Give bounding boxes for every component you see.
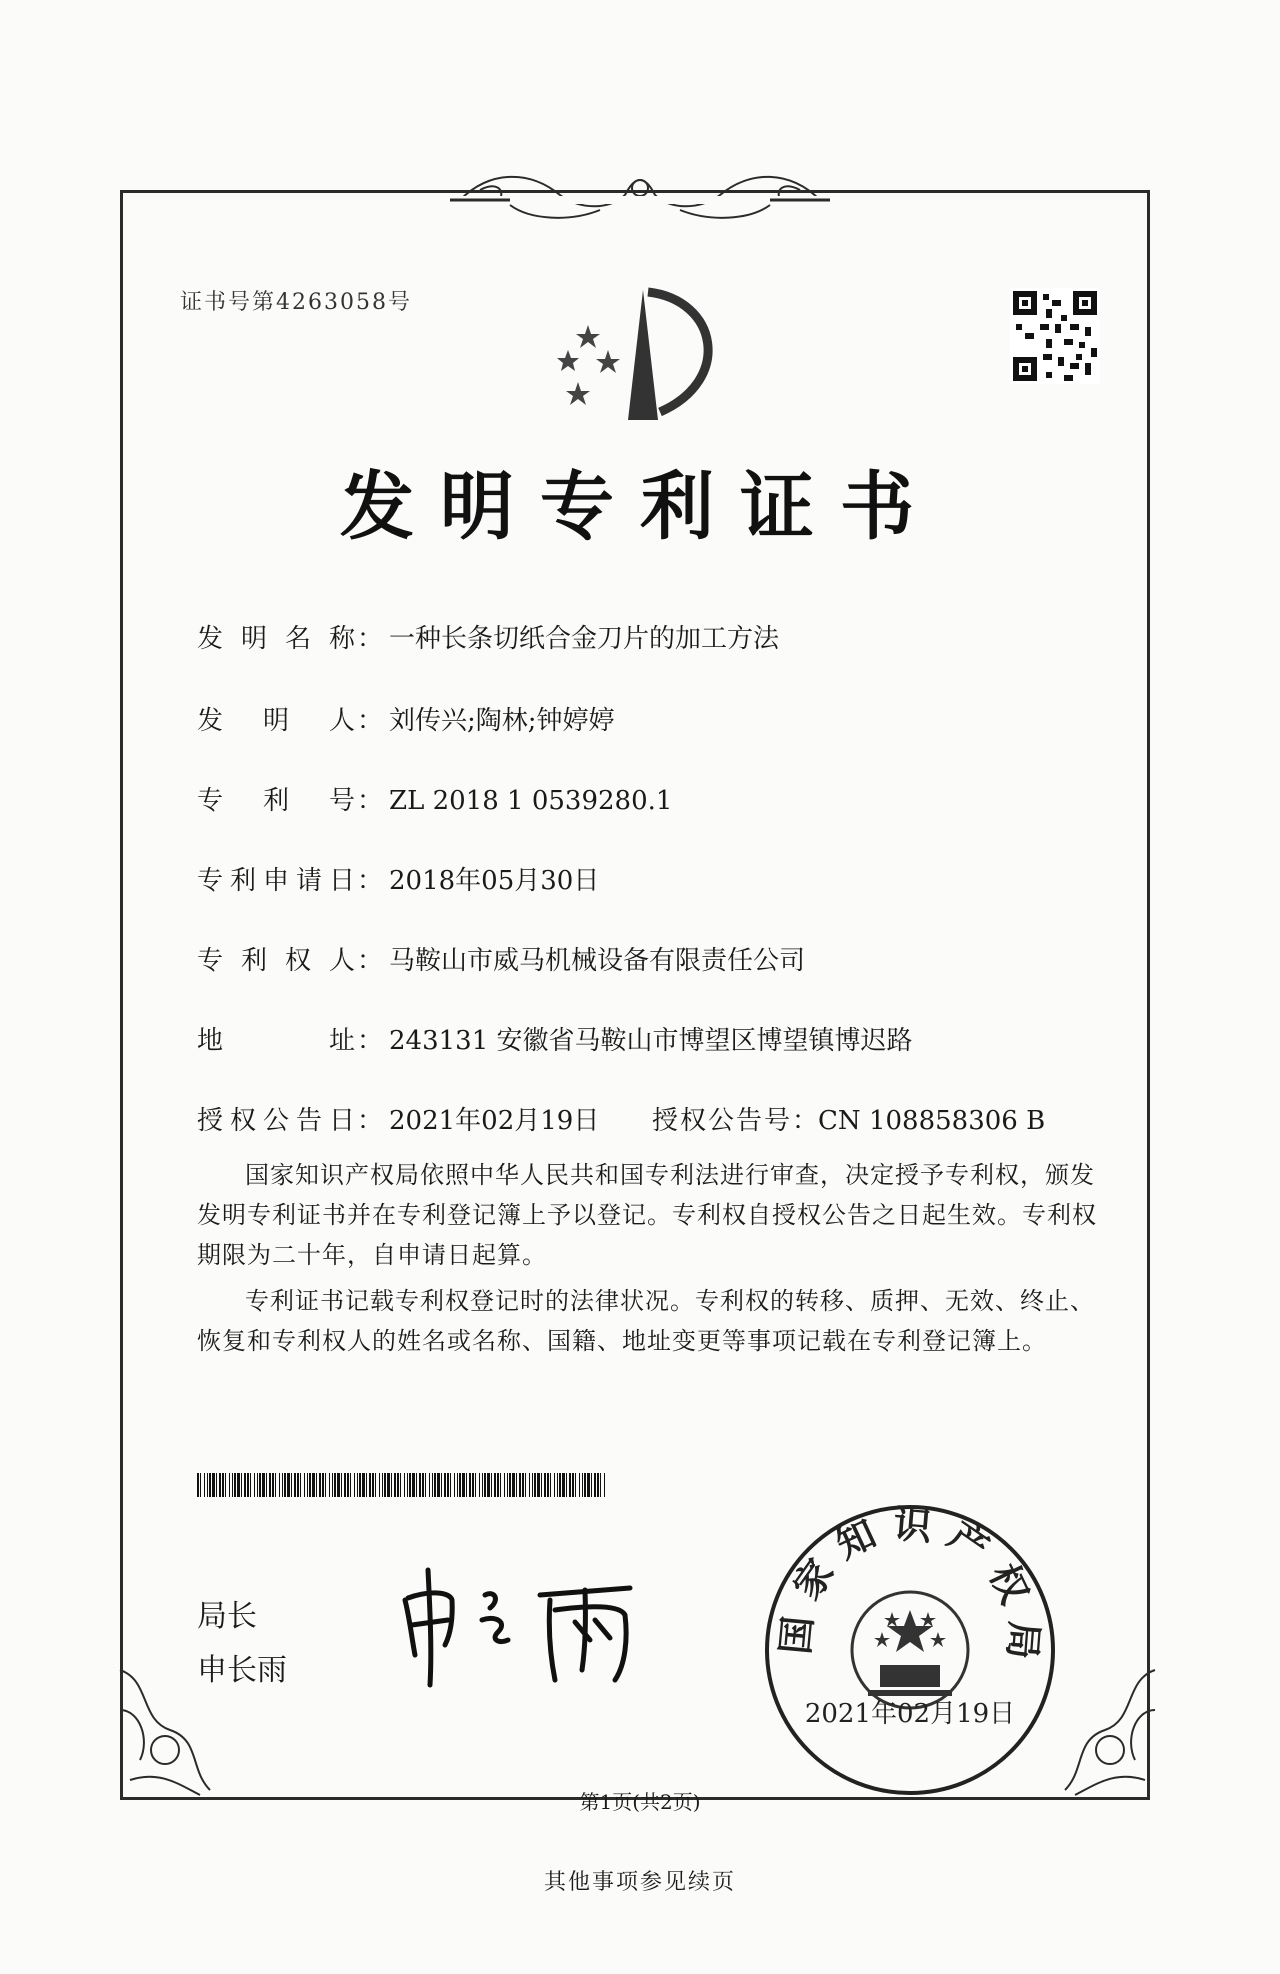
certificate-body <box>197 1155 1107 1361</box>
barcode-bar <box>334 1473 336 1497</box>
barcode-bar <box>419 1473 421 1497</box>
patentee-value: 马鞍山市威马机械设备有限责任公司 <box>389 946 806 976</box>
barcode-bar <box>412 1473 415 1497</box>
barcode-bar <box>554 1473 555 1497</box>
barcode-bar <box>557 1473 558 1497</box>
barcode-bar <box>422 1473 424 1497</box>
field-label: 专利申请日 <box>197 866 357 896</box>
barcode-bar <box>354 1473 355 1497</box>
barcode-bar <box>212 1473 215 1497</box>
barcode-bar <box>362 1473 365 1497</box>
barcode-bar <box>529 1473 530 1497</box>
barcode-bar <box>357 1473 358 1497</box>
barcode-bar <box>250 1473 251 1497</box>
barcode-bar <box>300 1473 301 1497</box>
top-ornament-icon <box>450 160 830 230</box>
barcode-bar <box>432 1473 433 1497</box>
page-number: 第1页(共2页) <box>579 1790 701 1814</box>
barcode-bar <box>272 1473 274 1497</box>
barcode-bar <box>282 1473 283 1497</box>
barcode-bar <box>572 1473 574 1497</box>
barcode-bar <box>316 1473 317 1497</box>
barcode-bar <box>447 1473 449 1497</box>
field-grant-announcement-date: 授权公告日： 2021年02月19日 <box>197 1100 599 1137</box>
barcode-bar <box>541 1473 542 1497</box>
field-label: 授权公告号 <box>652 1106 793 1136</box>
barcode-bar <box>472 1473 474 1497</box>
barcode-bar <box>384 1473 386 1497</box>
barcode-bar <box>597 1473 599 1497</box>
barcode-bar <box>344 1473 346 1497</box>
barcode-bar <box>204 1473 205 1497</box>
barcode-bar <box>347 1473 349 1497</box>
barcode-bar <box>269 1473 271 1497</box>
barcode-bar <box>237 1473 240 1497</box>
barcode-bar <box>407 1473 408 1497</box>
grant-announcement-number-value: CN 108858306 B <box>818 1106 1046 1136</box>
barcode-bar <box>441 1473 442 1497</box>
barcode-bar <box>604 1473 605 1497</box>
barcode-bar <box>509 1473 511 1497</box>
field-label: 发明名称 <box>197 624 357 654</box>
barcode-bar <box>325 1473 326 1497</box>
field-label: 地址 <box>197 1026 357 1056</box>
barcode-bar <box>534 1473 536 1497</box>
barcode-bar <box>500 1473 501 1497</box>
barcode-bar <box>350 1473 351 1497</box>
barcode-bar <box>525 1473 526 1497</box>
barcode-bar <box>284 1473 286 1497</box>
barcode-bar <box>532 1473 533 1497</box>
barcode-bar <box>425 1473 426 1497</box>
barcode-bar <box>559 1473 561 1497</box>
barcode-bar <box>584 1473 586 1497</box>
barcode-bar <box>319 1473 321 1497</box>
barcode-icon <box>197 1473 607 1497</box>
barcode-bar <box>400 1473 401 1497</box>
barcode-bar <box>262 1473 265 1497</box>
barcode-bar <box>507 1473 508 1497</box>
barcode-bar <box>332 1473 333 1497</box>
barcode-bar <box>434 1473 436 1497</box>
barcode-bar <box>337 1473 340 1497</box>
application-date-value: 2018年05月30日 <box>389 866 600 896</box>
barcode-bar <box>479 1473 480 1497</box>
barcode-bar <box>487 1473 490 1497</box>
barcode-bar <box>409 1473 411 1497</box>
body-paragraph-2: 专利证书记载专利权登记时的法律状况。专利权的转移、质押、无效、终止、恢复和专利权人的姓名或名称、国籍、地址变更等事项记载在专利登记簿上。 <box>197 1287 1095 1355</box>
barcode-bar <box>469 1473 471 1497</box>
barcode-bar <box>229 1473 230 1497</box>
barcode-bar <box>416 1473 417 1497</box>
field-patent-number: 专利号： ZL 2018 1 0539280.1 <box>197 780 672 817</box>
field-grant-announcement-number: 授权公告号：CN 108858306 B <box>652 1106 1046 1136</box>
barcode-bar <box>494 1473 496 1497</box>
barcode-bar <box>582 1473 583 1497</box>
barcode-bar <box>309 1473 311 1497</box>
barcode-bar <box>382 1473 383 1497</box>
barcode-bar <box>359 1473 361 1497</box>
barcode-bar <box>562 1473 565 1497</box>
barcode-bar <box>516 1473 517 1497</box>
barcode-bar <box>491 1473 492 1497</box>
svg-text:国家知识产权局: 国家知识产权局 <box>773 1502 1047 1675</box>
barcode-bar <box>322 1473 324 1497</box>
barcode-bar <box>366 1473 367 1497</box>
barcode-bar <box>254 1473 255 1497</box>
address-value: 243131 安徽省马鞍山市博望区博望镇博迟路 <box>389 1026 913 1056</box>
seal-date: 2021年02月19日 <box>804 1699 1016 1729</box>
barcode-bar <box>257 1473 258 1497</box>
barcode-bar <box>475 1473 476 1497</box>
barcode-bar <box>369 1473 371 1497</box>
grant-announcement-date-value: 2021年02月19日 <box>389 1106 600 1136</box>
certificate-number: 证书号第4263058号 <box>180 290 412 315</box>
barcode-bar <box>444 1473 446 1497</box>
director-title: 局长 <box>197 1599 257 1634</box>
barcode-bar <box>522 1473 524 1497</box>
barcode-bar <box>241 1473 242 1497</box>
barcode-bar <box>209 1473 211 1497</box>
body-paragraph-1: 国家知识产权局依照中华人民共和国专利法进行审查，决定授予专利权，颁发发明专利证书并在专利登记簿上予以登记。专利权自授权公告之日起生效。专利权期限为二十年，自申请日起算。 <box>197 1161 1097 1269</box>
barcode-bar <box>304 1473 305 1497</box>
barcode-bar <box>404 1473 405 1497</box>
field-address: 地址： 243131 安徽省马鞍山市博望区博望镇博迟路 <box>197 1020 913 1057</box>
field-label: 专利权人 <box>197 946 357 976</box>
field-label: 发明人 <box>197 706 357 736</box>
barcode-bar <box>341 1473 342 1497</box>
barcode-bar <box>297 1473 299 1497</box>
barcode-bar <box>454 1473 455 1497</box>
barcode-bar <box>450 1473 451 1497</box>
barcode-bar <box>547 1473 549 1497</box>
barcode-bar <box>504 1473 505 1497</box>
barcode-bar <box>457 1473 458 1497</box>
director-name: 申长雨 <box>197 1653 287 1688</box>
barcode-bar <box>216 1473 217 1497</box>
invention-name-value: 一种长条切纸合金刀片的加工方法 <box>389 624 780 654</box>
official-seal-stamp <box>760 1500 1060 1800</box>
barcode-bar <box>550 1473 551 1497</box>
barcode-bar <box>569 1473 571 1497</box>
barcode-bar <box>232 1473 233 1497</box>
inventors-value: 刘传兴;陶林;钟婷婷 <box>389 706 615 736</box>
barcode-bar <box>372 1473 374 1497</box>
barcode-bar <box>375 1473 376 1497</box>
barcode-bar <box>287 1473 290 1497</box>
barcode-bar <box>537 1473 540 1497</box>
barcode-bar <box>579 1473 580 1497</box>
barcode-bar <box>244 1473 246 1497</box>
barcode-bar <box>575 1473 576 1497</box>
field-inventors: 发明人： 刘传兴;陶林;钟婷婷 <box>197 700 615 737</box>
barcode-bar <box>484 1473 486 1497</box>
barcode-bar <box>207 1473 208 1497</box>
barcode-bar <box>219 1473 221 1497</box>
barcode-bar <box>497 1473 499 1497</box>
patent-number-value: ZL 2018 1 0539280.1 <box>389 786 673 816</box>
barcode-bar <box>437 1473 440 1497</box>
field-application-date: 专利申请日： 2018年05月30日 <box>197 860 599 897</box>
barcode-bar <box>379 1473 380 1497</box>
field-patentee: 专利权人： 马鞍山市威马机械设备有限责任公司 <box>197 940 805 977</box>
barcode-bar <box>225 1473 226 1497</box>
barcode-bar <box>222 1473 224 1497</box>
barcode-bar <box>482 1473 483 1497</box>
barcode-bar <box>247 1473 249 1497</box>
barcode-bar <box>197 1473 199 1497</box>
continuation-note: 其他事项参见续页 <box>543 1870 736 1895</box>
barcode-bar <box>307 1473 308 1497</box>
barcode-bar <box>387 1473 390 1497</box>
barcode-bar <box>466 1473 467 1497</box>
barcode-bar <box>266 1473 267 1497</box>
barcode-bar <box>459 1473 461 1497</box>
handwritten-signature <box>390 1560 660 1690</box>
barcode-bar <box>512 1473 515 1497</box>
barcode-bar <box>566 1473 567 1497</box>
barcode-bar <box>279 1473 280 1497</box>
barcode-bar <box>294 1473 296 1497</box>
field-invention-name: 发明名称： 一种长条切纸合金刀片的加工方法 <box>197 618 779 655</box>
certificate-title: 发明专利证书 <box>340 464 940 550</box>
patent-office-logo-icon <box>548 280 728 430</box>
qr-code-icon <box>1010 288 1100 384</box>
barcode-bar <box>259 1473 261 1497</box>
barcode-bar <box>587 1473 590 1497</box>
barcode-bar <box>391 1473 392 1497</box>
barcode-bar <box>519 1473 521 1497</box>
barcode-bar <box>591 1473 592 1497</box>
barcode-bar <box>397 1473 399 1497</box>
barcode-bar <box>312 1473 315 1497</box>
barcode-bar <box>329 1473 330 1497</box>
field-label: 专利号 <box>197 786 357 816</box>
barcode-bar <box>275 1473 276 1497</box>
barcode-bar <box>200 1473 201 1497</box>
field-label: 授权公告日 <box>197 1106 357 1136</box>
barcode-bar <box>234 1473 236 1497</box>
corner-ornament-right-icon <box>1045 1650 1165 1800</box>
barcode-bar <box>394 1473 396 1497</box>
barcode-bar <box>544 1473 546 1497</box>
barcode-bar <box>594 1473 596 1497</box>
barcode-bar <box>291 1473 292 1497</box>
barcode-bar <box>600 1473 601 1497</box>
barcode-bar <box>429 1473 430 1497</box>
barcode-bar <box>462 1473 465 1497</box>
